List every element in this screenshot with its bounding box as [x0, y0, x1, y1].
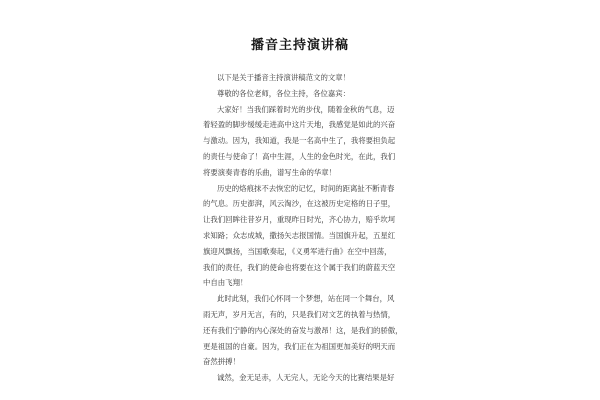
text-line: 以下是关于播音主持演讲稿范文的文章！ [217, 73, 351, 82]
text-line: 更是祖国的自豪。因为，我们正在为祖国更加美好的明天而 [203, 341, 396, 351]
text-line: 求知路；众志成城，撒扬矢志报国情。当国旗升起，五星红 [203, 230, 396, 240]
text-line: 我们的责任，我们的使命也将要在这个属于我们的蔚蓝天空 [203, 262, 396, 272]
text-line: 雨无声，岁月无言，有的，只是我们对文艺的执着与热情， [203, 309, 396, 319]
document-body [203, 70, 403, 386]
text-line: 将要演奏青春的乐曲，谱写生命的华章！ [203, 167, 337, 177]
text-line: 大家好！当我们踩着时光的步伐，随着金秋的气息，迈 [217, 104, 395, 114]
text-line: 让我们回眸往昔岁月，重现昨日时光，齐心协力，赔乎坎坷 [203, 215, 396, 225]
text-line: 着轻盈的脚步缓缓走进高中这片天地，我感觉是如此的兴奋 [203, 120, 396, 130]
text-line: 此时此刻，我们心怀同一个梦想，站在同一个舞台，风 [217, 294, 395, 304]
text-line: 中自由飞翔！ [203, 278, 248, 288]
text-line: 还有我们宁静的内心深处的奋发与激昂！这，是我们的骄傲， [203, 325, 403, 335]
text-line: 尊敬的各位老师，各位主持，各位嘉宾： [217, 88, 351, 98]
text-line: 的责任与使命了！高中生涯，人生的金色时光，在此，我们 [203, 151, 396, 161]
document-title: 播音主持演讲稿 [250, 38, 349, 53]
text-line: 诚然，金无足赤，人无完人，无论今天的比赛结果是好 [217, 373, 395, 383]
text-line: 的气息。历史澎湃，风云淘沙，在这被历史定格的日子里， [203, 199, 396, 209]
text-line: 奋然拼搏！ [203, 357, 240, 367]
text-line: 与激动。因为，我知道，我是一名高中生了，我将要担负起 [203, 136, 396, 146]
text-line: 历史的烙痕抹不去恢宏的记忆，时间的距离扯不断青春 [217, 183, 395, 193]
text-line: 旗迎风飘扬，当国歌奏起，《义勇军进行曲》在空中回荡， [203, 246, 392, 256]
